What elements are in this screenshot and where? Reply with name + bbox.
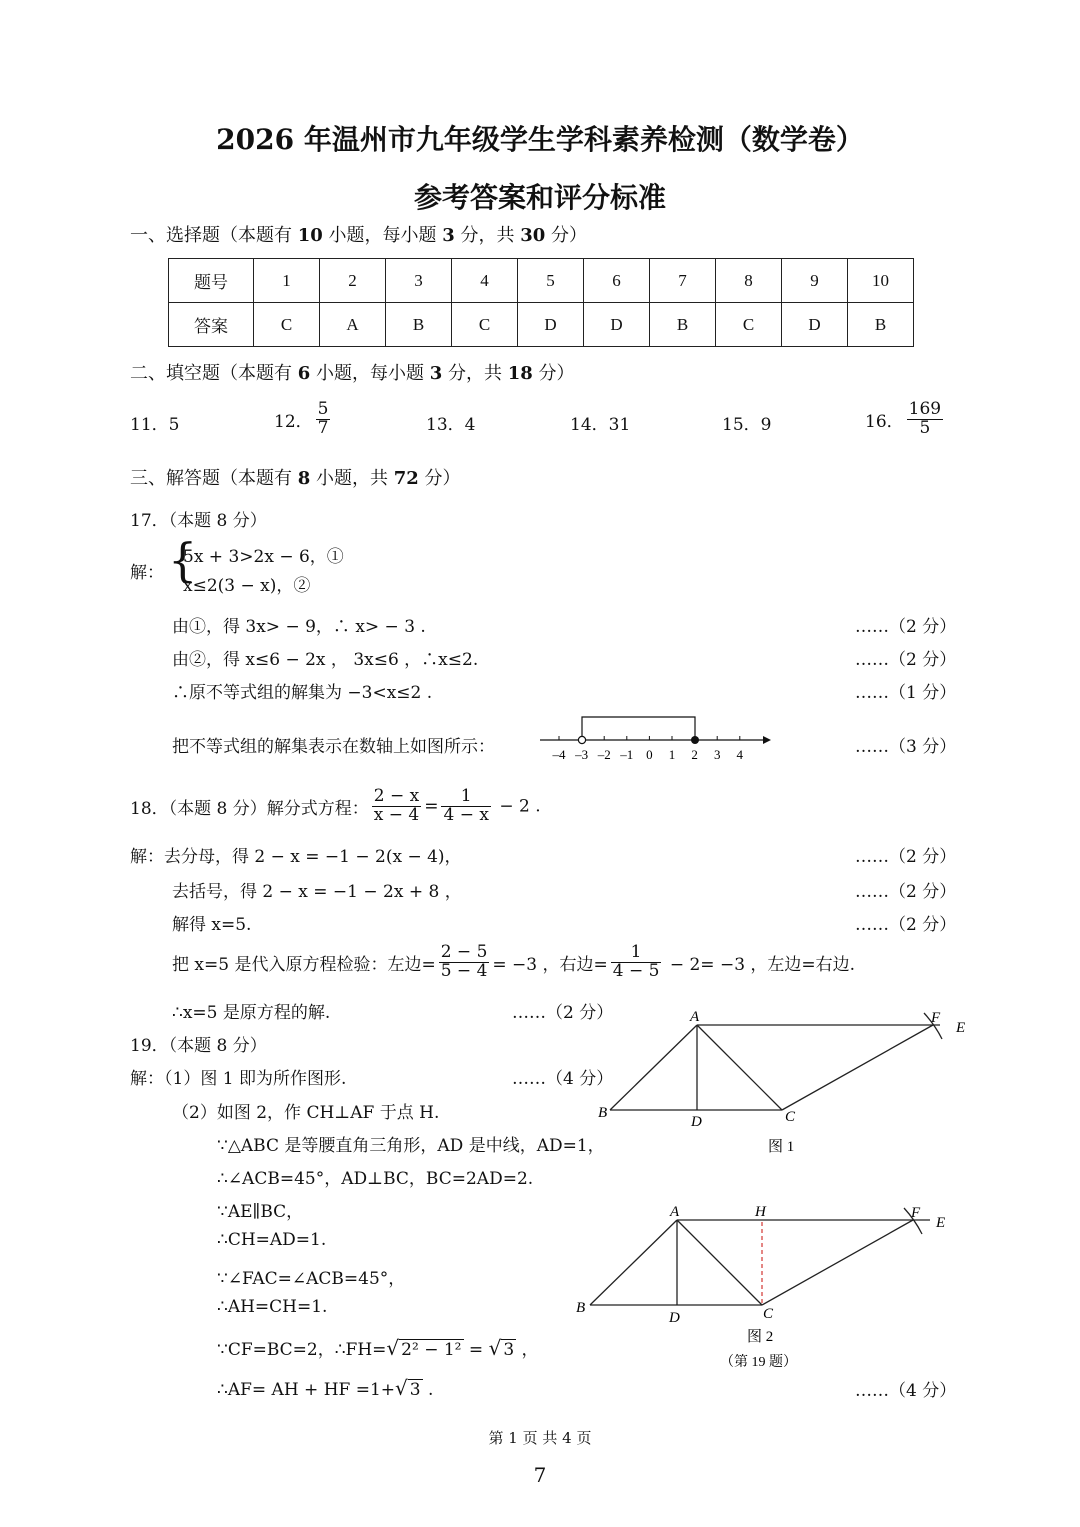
figure-1	[590, 1005, 980, 1155]
q19-final-score: ……（4 分）	[855, 1381, 957, 1401]
q19-line1: ∵△ABC 是等腰直角三角形，AD 是中线，AD=1，	[217, 1136, 605, 1156]
q17-step4: 把不等式组的解集表示在数轴上如图所示：	[172, 737, 495, 757]
answer-15: 15．9	[722, 415, 772, 435]
q18-score3: ……（2 分）	[855, 915, 957, 935]
cell-answer: B	[848, 303, 914, 347]
cell-answer: B	[386, 303, 452, 347]
figure-note: （第 19 题）	[720, 1355, 797, 1370]
page-number: 7	[533, 1463, 547, 1487]
answer-11: 11．5	[130, 415, 180, 435]
answer-13: 13．4	[426, 415, 476, 435]
q18-score1: ……（2 分）	[855, 847, 957, 867]
closed-circle-marker	[691, 736, 699, 744]
number-line-tick-label: 2	[691, 747, 698, 762]
q19-line7: ∵CF=BC=2，∴FH=√ 2² − 1² = √ 3 ，	[217, 1336, 539, 1360]
brace-symbol: {	[168, 533, 198, 587]
point-label: E	[956, 1020, 966, 1036]
cell-number: 5	[518, 259, 584, 303]
cell-number: 6	[584, 259, 650, 303]
page-info: 第 1 页 共 4 页	[488, 1429, 592, 1447]
point-label: B	[598, 1105, 608, 1121]
cell-answer: A	[320, 303, 386, 347]
cell-number: 10	[848, 259, 914, 303]
q19-part1: 解：（1）图 1 即为所作图形.	[130, 1069, 347, 1089]
point-label: H	[755, 1204, 766, 1220]
point-label: F	[911, 1205, 921, 1221]
q18-label: 18．（本题 8 分）解分式方程： $\frac{2 - x}{x - 4}$ = $\frac{1}{4 - x}$ − 2 .	[130, 786, 541, 825]
cell-number: 9	[782, 259, 848, 303]
number-line-tick-label: –3	[575, 747, 589, 762]
answer-table-number-row	[169, 259, 914, 303]
q17-score4: ……（3 分）	[855, 737, 957, 757]
point-label: D	[669, 1310, 680, 1326]
cell-answer: D	[782, 303, 848, 347]
q18-score2: ……（2 分）	[855, 882, 957, 902]
cell-answer: D	[518, 303, 584, 347]
number-line-tick-label: 3	[713, 747, 721, 762]
point-label: A	[690, 1009, 700, 1025]
point-label: C	[785, 1109, 796, 1125]
q18-step2: 去括号，得 2 − x = −1 − 2x + 8 ，	[172, 882, 462, 902]
number-line	[535, 710, 775, 770]
cell-number: 8	[716, 259, 782, 303]
cell-answer: D	[584, 303, 650, 347]
q18-step5: ∴x=5 是原方程的解.	[172, 1003, 331, 1023]
q19-line5: ∵∠FAC=∠ACB=45°，	[217, 1269, 406, 1289]
q19-line2: ∴∠ACB=45°，AD⊥BC，BC=2AD=2.	[217, 1169, 534, 1189]
q19-label: 19．（本题 8 分）	[130, 1036, 267, 1056]
q17-system-eq1: 5x + 3>2x − 6，①	[183, 547, 344, 567]
answer-table-answer-row	[169, 303, 914, 347]
answer-14: 14．31	[570, 415, 631, 435]
q19-part1-score: ……（4 分）	[512, 1069, 614, 1089]
section1-heading: 一、选择题（本题有 10 小题，每小题 3 分，共 30 分）	[130, 225, 588, 246]
q19-line8: ∴AF= AH + HF =1+√ 3 .	[217, 1376, 434, 1400]
section3-heading: 三、解答题（本题有 8 小题，共 72 分）	[130, 468, 461, 489]
figure-caption: 图 2	[747, 1329, 774, 1345]
q19-line4: ∴CH=AD=1.	[217, 1230, 327, 1250]
page-subtitle: 参考答案和评分标准	[413, 181, 666, 214]
q17-system-eq2: x≤2(3 − x)，②	[183, 576, 311, 596]
q17-step1: 由①，得 3x> − 9，∴ x> − 3 .	[172, 617, 426, 637]
q19-line6: ∴AH=CH=1.	[217, 1297, 328, 1317]
answer-12: 12． $\frac{5}{7}$	[274, 399, 329, 438]
q18-step4: 把 x=5 是代入原方程检验：左边= $\frac{2 - 5}{5 - 4}$ = −3 ，右边= $\frac{1}{4 - 5}$ − 2= −3 ，左边=右边.	[172, 942, 856, 981]
figure-caption: 图 1	[768, 1139, 795, 1155]
number-line-tick-label: 4	[736, 747, 744, 762]
q18-step3: 解得 x=5.	[172, 915, 252, 935]
point-label: E	[936, 1215, 946, 1231]
q17-score1: ……（2 分）	[855, 617, 957, 637]
section2-heading: 二、填空题（本题有 6 小题，每小题 3 分，共 18 分）	[130, 363, 575, 384]
q19-line3: ∵AE∥BC，	[217, 1202, 304, 1222]
figure-2	[570, 1200, 970, 1375]
cell-number: 4	[452, 259, 518, 303]
q17-step3: ∴原不等式组的解集为 −3<x≤2 .	[172, 683, 433, 703]
answer-table	[168, 258, 914, 347]
q18-score5: ……（2 分）	[512, 1003, 614, 1023]
point-label: C	[763, 1306, 774, 1322]
q18-step1: 解：去分母，得 2 − x = −1 − 2(x − 4)，	[130, 847, 462, 867]
q17-label: 17．（本题 8 分）	[130, 511, 267, 531]
point-label: A	[670, 1204, 680, 1220]
row-label-number: 题号	[169, 259, 254, 303]
cell-answer: B	[650, 303, 716, 347]
q17-score3: ……（1 分）	[855, 683, 957, 703]
answer-16: 16． $\frac{169}{5}$	[865, 399, 942, 438]
cell-number: 7	[650, 259, 716, 303]
number-line-tick-label: 1	[668, 747, 676, 762]
q19-part2: （2）如图 2，作 CH⊥AF 于点 H.	[172, 1103, 440, 1123]
point-label: B	[576, 1300, 586, 1316]
q17-jie: 解：	[130, 563, 164, 583]
number-line-tick-label: –1	[620, 747, 634, 762]
point-label: D	[691, 1114, 702, 1130]
page-title: 2026 年温州市九年级学生学科素养检测（数学卷）	[216, 123, 864, 156]
q17-score2: ……（2 分）	[855, 650, 957, 670]
number-line-tick-label: –4	[552, 747, 566, 762]
cell-number: 1	[254, 259, 320, 303]
number-line-tick-label: –2	[597, 747, 611, 762]
point-label: F	[931, 1010, 941, 1026]
cell-answer: C	[254, 303, 320, 347]
cell-answer: C	[716, 303, 782, 347]
open-circle-marker	[578, 736, 585, 743]
row-label-answer: 答案	[169, 303, 254, 347]
cell-answer: C	[452, 303, 518, 347]
cell-number: 3	[386, 259, 452, 303]
q17-step2: 由②，得 x≤6 − 2x ， 3x≤6 ，∴x≤2.	[172, 650, 479, 670]
number-line-tick-label: 0	[646, 747, 653, 762]
cell-number: 2	[320, 259, 386, 303]
